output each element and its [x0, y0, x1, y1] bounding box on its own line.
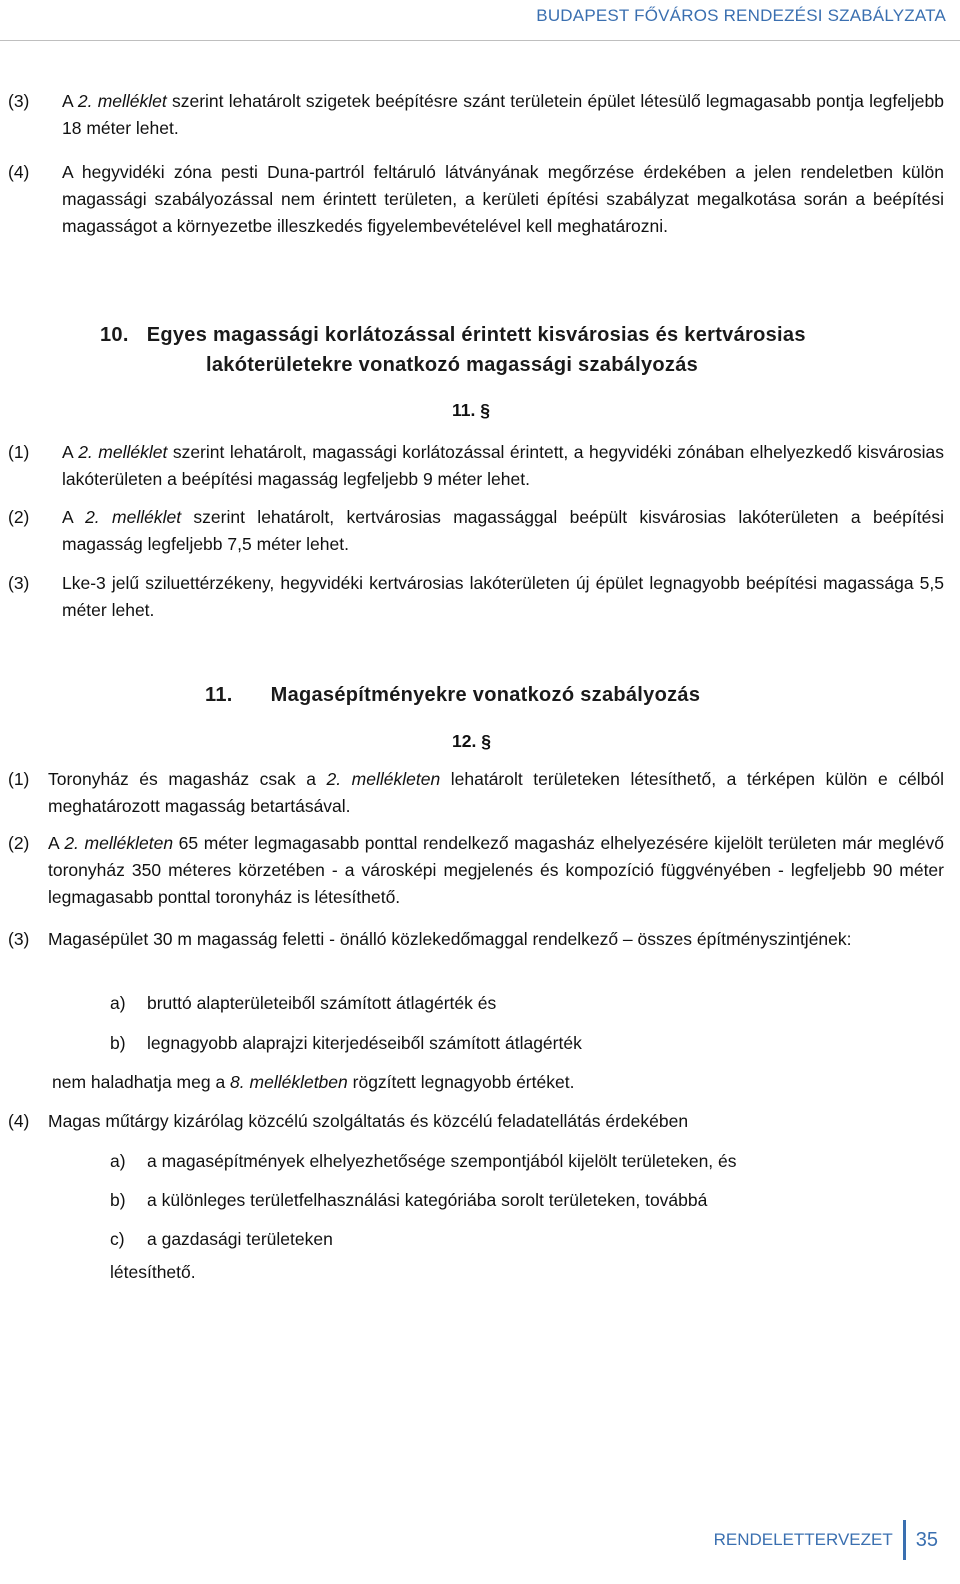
list-item: a különleges területfelhasználási kategóriába sorolt területeken, továbbá — [147, 1190, 708, 1210]
list-item: a magasépítmények elhelyezhetősége szempontjából kijelölt területeken, és — [147, 1151, 737, 1171]
paragraph-number: (3) — [8, 929, 30, 949]
page-footer — [714, 1520, 938, 1560]
list-label: b) — [110, 1190, 126, 1210]
paragraph-number: (3) — [8, 573, 30, 593]
paragraph-number: (2) — [8, 833, 30, 853]
footer-divider — [903, 1520, 906, 1560]
section-heading-11: 11. Magasépítményekre vonatkozó szabályozás — [205, 684, 701, 706]
paragraph-11-1: A 2. melléklet szerint lehatárolt, magassági korlátozással érintett, a hegyvidéki zónában elhelyezkedő kisvárosias lakóterületen a beépítési magasság legfeljebb 9 méter lehet. — [62, 442, 944, 489]
paragraph-12-4: Magas műtárgy kizárólag közcélú szolgáltatás és közcélú feladatellátás érdekében — [48, 1111, 689, 1131]
list-item: a gazdasági területeken — [147, 1229, 333, 1249]
page-number: 35 — [915, 1528, 938, 1551]
paragraph-12-3-tail: nem haladhatja meg a 8. mellékletben rögzített legnagyobb értéket. — [52, 1072, 575, 1092]
paragraph-number: (1) — [8, 442, 30, 462]
annex-reference: 2. mellékleten — [64, 833, 174, 853]
header-title: BUDAPEST FŐVÁROS RENDEZÉSI SZABÁLYZATA — [536, 6, 946, 25]
annex-reference: 8. mellékletben — [230, 1072, 348, 1092]
paragraph-12-2: A 2. mellékleten 65 méter legmagasabb ponttal rendelkező magasház elhelyezésére kijelölt területen már meglévő toronyház 350 méteres körzetében - a városképi megjelenés és kompozíció függvényében - legfeljebb 90 méter legmagasabb ponttal toronyház is létesíthető. — [48, 833, 944, 907]
paragraph-4: A hegyvidéki zóna pesti Duna-partról feltáruló látványának megőrzése érdekében a jelen rendeletben külön magassági szabályozással nem érintett területen, a kerületi építési szabályzat megalkotása során a beépítési magasságot a környezetbe illeszkedés figyelembevételével kell meghatározni. — [62, 162, 944, 236]
paragraph-number: (4) — [8, 1111, 30, 1131]
paragraph-12-4-tail: létesíthető. — [110, 1262, 196, 1282]
annex-reference: 2. mellékleten — [326, 769, 441, 789]
list-label: a) — [110, 1151, 126, 1171]
footer-label: RENDELETTERVEZET — [713, 1530, 893, 1549]
section-sign-11: 11. § — [452, 400, 490, 420]
paragraph-number: (1) — [8, 769, 30, 789]
list-item: legnagyobb alaprajzi kiterjedéseiből számított átlagérték — [147, 1033, 582, 1053]
list-label: c) — [110, 1229, 125, 1249]
annex-reference: 2. melléklet — [78, 442, 168, 462]
paragraph-number: (4) — [8, 162, 30, 182]
section-heading-10: 10. Egyes magassági korlátozással érintett kisvárosias és kertvárosias — [100, 324, 806, 346]
list-label: b) — [110, 1033, 126, 1053]
paragraph-12-1: Toronyház és magasház csak a 2. mellékleten lehatárolt területeken létesíthető, a térképen külön e célból meghatározott magasság betartásával. — [48, 769, 944, 816]
paragraph-11-2: A 2. melléklet szerint lehatárolt, kertvárosias magassággal beépült kisvárosias lakóterületen a beépítési magasság legfeljebb 7,5 méter lehet. — [62, 507, 944, 554]
paragraph-12-3: Magasépület 30 m magasság feletti - önálló közlekedőmaggal rendelkező – összes építményszintjének: — [48, 929, 852, 949]
section-heading-10-line2: lakóterületekre vonatkozó magassági szabályozás — [206, 354, 699, 376]
paragraph-3: A 2. melléklet szerint lehatárolt szigetek beépítésre szánt területein épület létesülő legmagasabb pontja legfeljebb 18 méter lehet. — [62, 91, 944, 138]
paragraph-11-3: Lke-3 jelű sziluettérzékeny, hegyvidéki kertvárosias lakóterületen új épület legnagyobb beépítési magassága 5,5 méter lehet. — [62, 573, 944, 620]
annex-reference: 2. melléklet — [85, 507, 182, 527]
list-item: bruttó alapterületeiből számított átlagérték és — [147, 993, 497, 1013]
page-header — [0, 0, 960, 41]
list-label: a) — [110, 993, 126, 1013]
paragraph-number: (3) — [8, 91, 30, 111]
section-sign-12: 12. § — [452, 731, 491, 751]
paragraph-number: (2) — [8, 507, 30, 527]
annex-reference: 2. melléklet — [77, 91, 167, 111]
